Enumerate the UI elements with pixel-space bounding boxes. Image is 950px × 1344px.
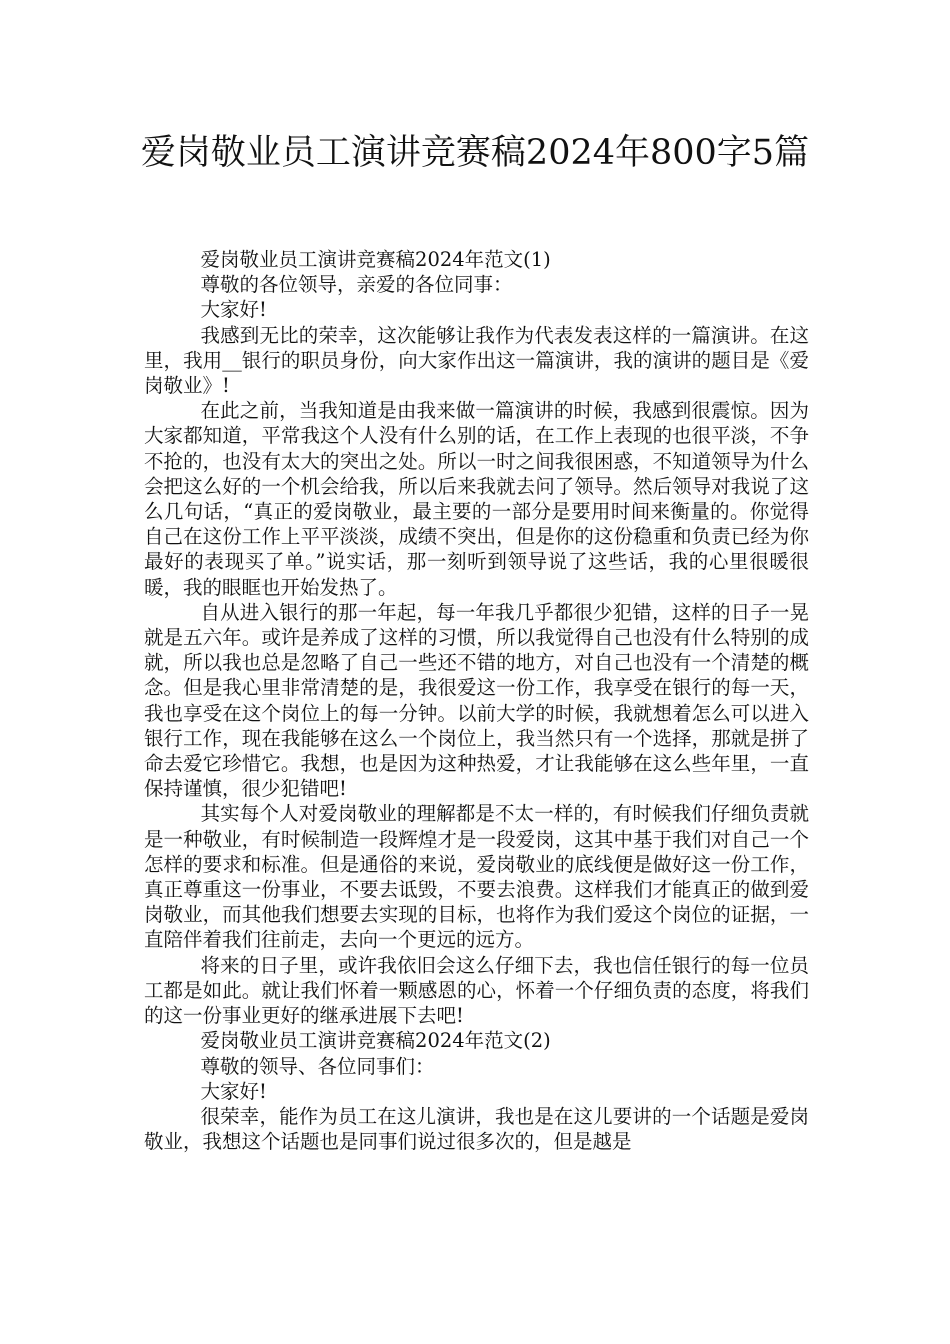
paragraph: 将来的日子里，或许我依旧会这么仔细下去，我也信任银行的每一位员工都是如此。就让我们怀着一颗感恩的心，怀着一个仔细负责的态度，将我们的这一份事业更好的继承进展下去吧!	[144, 953, 809, 1028]
paragraph: 自从进入银行的那一年起，每一年我几乎都很少犯错，这样的日子一晃就是五六年。或许是养成了这样的习惯，所以我觉得自己也没有什么特别的成就，所以我也总是忽略了自己一些还不错的地方，对自己也没有一个清楚的概念。但是我心里非常清楚的是，我很爱这一份工作，我享受在银行的每一天，我也享受在这个岗位上的每一分钟。以前大学的时候，我就想着怎么可以进入银行工作，现在我能够在这么一个岗位上，我当然只有一个选择，那就是拼了命去爱它珍惜它。我想，也是因为这种热爱，才让我能够在这么些年里，一直保持谨慎，很少犯错吧!	[144, 600, 809, 801]
section-heading-2: 爱岗敬业员工演讲竞赛稿2024年范文(2)	[200, 1029, 551, 1053]
salutation: 尊敬的领导、各位同事们：	[200, 1054, 435, 1078]
paragraph: 在此之前，当我知道是由我来做一篇演讲的时候，我感到很震惊。因为大家都知道，平常我这个人没有什么别的话，在工作上表现的也很平淡，不争不抢的，也没有太大的突出之处。所以一时之间我很困惑，不知道领导为什么会把这么好的一个机会给我，所以后来我就去问了领导。然后领导对我说了这么几句话，“真正的爱岗敬业，最主要的一部分是要用时间来衡量的。你觉得自己在这份工作上平平淡淡，成绩不突出，但是你的这份稳重和负责已经为你最好的表现买了单。”说实话，那一刻听到领导说了这些话，我的心里很暖很暖，我的眼眶也开始发热了。	[144, 399, 809, 599]
greeting: 大家好!	[200, 298, 267, 322]
paragraph: 很荣幸，能作为员工在这儿演讲，我也是在这儿要讲的一个话题是爱岗敬业，我想这个话题也是同事们说过很多次的，但是越是	[144, 1104, 809, 1154]
document-body	[144, 247, 809, 1154]
salutation: 尊敬的各位领导，亲爱的各位同事：	[200, 273, 513, 297]
document-title: 爱岗敬业员工演讲竞赛稿2024年800字5篇	[140, 133, 810, 173]
paragraph: 其实每个人对爱岗敬业的理解都是不太一样的，有时候我们仔细负责就是一种敬业，有时候制造一段辉煌才是一段爱岗，这其中基于我们对自己一个怎样的要求和标准。但是通俗的来说，爱岗敬业的底线便是做好这一份工作，真正尊重这一份事业，不要去诋毁，不要去浪费。这样我们才能真正的做到爱岗敬业，而其他我们想要去实现的目标，也将作为我们爱这个岗位的证据，一直陪伴着我们往前走，去向一个更远的远方。	[144, 802, 809, 952]
greeting: 大家好!	[200, 1079, 267, 1103]
section-heading-1: 爱岗敬业员工演讲竞赛稿2024年范文(1)	[200, 248, 551, 271]
paragraph: 我感到无比的荣幸，这次能够让我作为代表发表这样的一篇演讲。在这里，我用__银行的职员身份，向大家作出这一篇演讲，我的演讲的题目是《爱岗敬业》!	[144, 323, 809, 398]
